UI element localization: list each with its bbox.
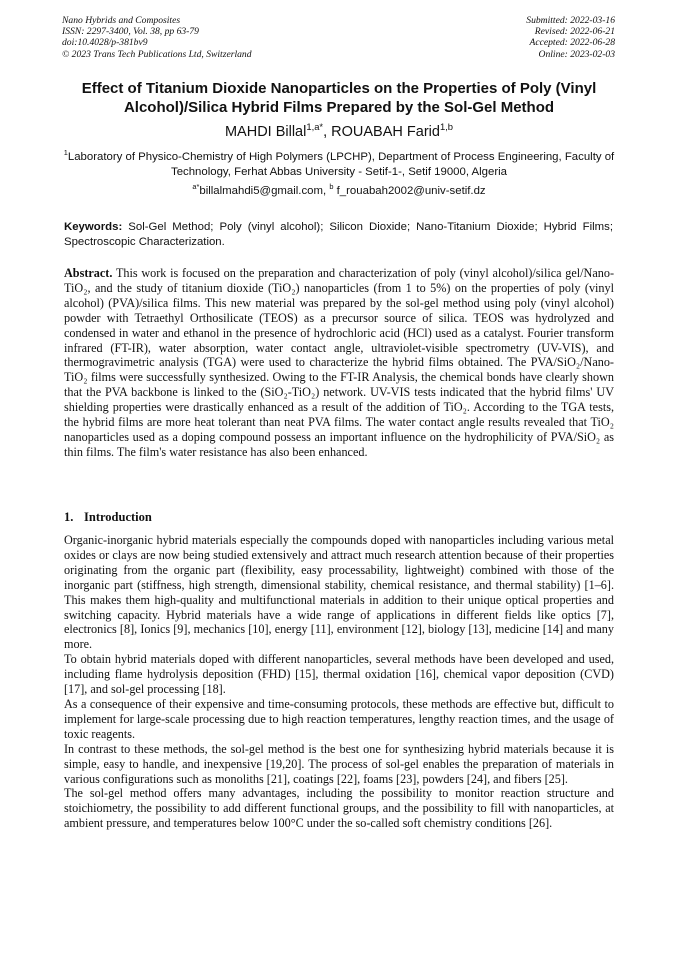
- journal-header-right: [526, 15, 615, 60]
- affiliation-marker: 1: [63, 148, 68, 158]
- issn: ISSN: 2297-3400, Vol. 38, pp 63-79: [62, 26, 199, 38]
- author-list: [40, 123, 638, 141]
- doi: doi:10.4028/p-381bv9: [62, 37, 148, 49]
- keywords-label: Keywords:: [64, 221, 123, 233]
- journal-name: Nano Hybrids and Composites: [62, 15, 181, 26]
- section-number: 1.: [64, 510, 74, 524]
- email-link[interactable]: billalmahdi5@gmail.com,: [199, 185, 327, 197]
- copyright: © 2023 Trans Tech Publications Ltd, Switzerland: [62, 48, 252, 60]
- submitted-date: Submitted: 2022-03-16: [526, 15, 615, 26]
- author-name: ROUABAH Farid: [331, 124, 440, 140]
- author-name: MAHDI Billal: [224, 124, 307, 140]
- section-heading-introduction: [64, 510, 152, 525]
- email-marker: b: [329, 182, 334, 192]
- author-emails: [40, 184, 638, 199]
- paragraph: Organic-inorganic hybrid materials especially the compounds doped with nanoparticles including various metal oxides or clays are now being studied extensively and attract much research attention because of their properties originating from the organic part (flexibility, easy processability, lightweight) combined with those of the inorganic part (stiffness, high strength, dimensional stability, chemical resistance, and thermal stability) [1–6]. This makes them high-quality and multifunctional materials in addition to their unique optical properties and switching capacity. Hybrid materials have a wide range of applications in different fields like optics [7], electronics [8], Ionics [9], mechanics [10], energy [11], environment [12], biology [13], medicine [14] and many more.: [64, 533, 614, 652]
- paragraph: As a consequence of their expensive and time-consuming protocols, these methods are effective but, difficult to implement for large-scale processing due to high reaction temperatures, lengthy reaction times, and the usage of toxic reagents.: [64, 696, 614, 741]
- accepted-date: Accepted: 2022-06-28: [529, 37, 615, 49]
- paragraph: In contrast to these methods, the sol-gel method is the best one for synthesizing hybrid materials because it is simple, easy to handle, and inexpensive [19,20]. The process of sol-gel enables the preparation of materials in various configurations such as monoliths [21], coatings [22], foams [23], powders [24], and fibers [25].: [64, 741, 614, 786]
- paragraph: The sol-gel method offers many advantages, including the possibility to monitor reaction structure and stoichiometry, the possibility to add different functional groups, and the possibility to fill with nanoparticles, at ambient pressure, and temperatures below 100°C under the so-called soft chemistry conditions [26].: [64, 786, 614, 831]
- abstract: [64, 266, 614, 460]
- email-marker: a*: [192, 182, 200, 192]
- section-title: Introduction: [84, 510, 152, 524]
- revised-date: Revised: 2022-06-21: [534, 26, 615, 38]
- paper-title: Effect of Titanium Dioxide Nanoparticles on the Properties of Poly (Vinyl Alcohol)/Silica Hybrid Films Prepared by the Sol-Gel Method: [81, 80, 597, 116]
- abstract-text: This work is focused on the preparation and characterization of poly (vinyl alcohol)/silica gel/Nano-TiO₂, and the study of titanium dioxide (TiO₂) nanoparticles (from 1 to 5%) on the properties of poly (vinyl alcohol) (PVA)/silica films. This new material was prepared by the sol-gel method using poly (vinyl alcohol) powder with Tetraethyl Orthosilicate (TEOS) as a precursor source of silica. TEOS was hydrolyzed and condensed in water and ethanol in the presence of hydrochloric acid (HCl) used as a catalyst. Fourier transform infrared (FT-IR), water absorption, water contact angle, ultraviolet-visible spectrometry (UV-VIS), and thermogravimetric analysis (TGA) were used to characterize the hybrid films obtained. The PVA/SiO₂/Nano-TiO₂ films were successfully synthesized. Owing to the FT-IR Analysis, the chemical bonds have clearly shown that the PVA backbone is linked to the (SiO₂-TiO₂) network. UV-VIS tests indicated that the hybrid films' UV shielding properties were drastically enhanced as a result of the addition of TiO₂. According to the TGA tests, the hybrid films are more heat tolerant than neat PVA films. The water contact angle results revealed that TiO₂ nanoparticles used as a doping compound possess an important influence on the hydrophilicity of PVA/SiO₂ as thin films. The film's water resistance has also been enhanced.: [64, 266, 615, 459]
- affiliation-text: Laboratory of Physico-Chemistry of High Polymers (LPCHP), Department of Process Engineering, Faculty of Technology, Ferhat Abbas University - Setif-1-, Setif 19000, Algeria: [67, 151, 615, 178]
- abstract-label: Abstract.: [64, 266, 113, 280]
- keywords-text: Sol-Gel Method; Poly (vinyl alcohol); Silicon Dioxide; Nano-Titanium Dioxide; Hybrid Films; Spectroscopic Characterization.: [64, 221, 614, 248]
- affiliation: [60, 150, 618, 180]
- paragraph: To obtain hybrid materials doped with different nanoparticles, several methods have been developed and used, including flame hydrolysis deposition (FHD) [15], thermal oxidation [16], chemical vapor deposition (CVD) [17], and sol-gel processing [18].: [64, 652, 614, 697]
- author-affil-marker: 1,a*: [306, 121, 324, 133]
- author-separator: ,: [323, 124, 332, 140]
- introduction-body: [64, 533, 614, 831]
- online-date: Online: 2023-02-03: [538, 48, 615, 60]
- email-link[interactable]: f_rouabah2002@univ-setif.dz: [336, 185, 486, 197]
- journal-header-left: [62, 15, 252, 60]
- author-affil-marker: 1,b: [439, 121, 454, 133]
- keywords: [64, 220, 613, 249]
